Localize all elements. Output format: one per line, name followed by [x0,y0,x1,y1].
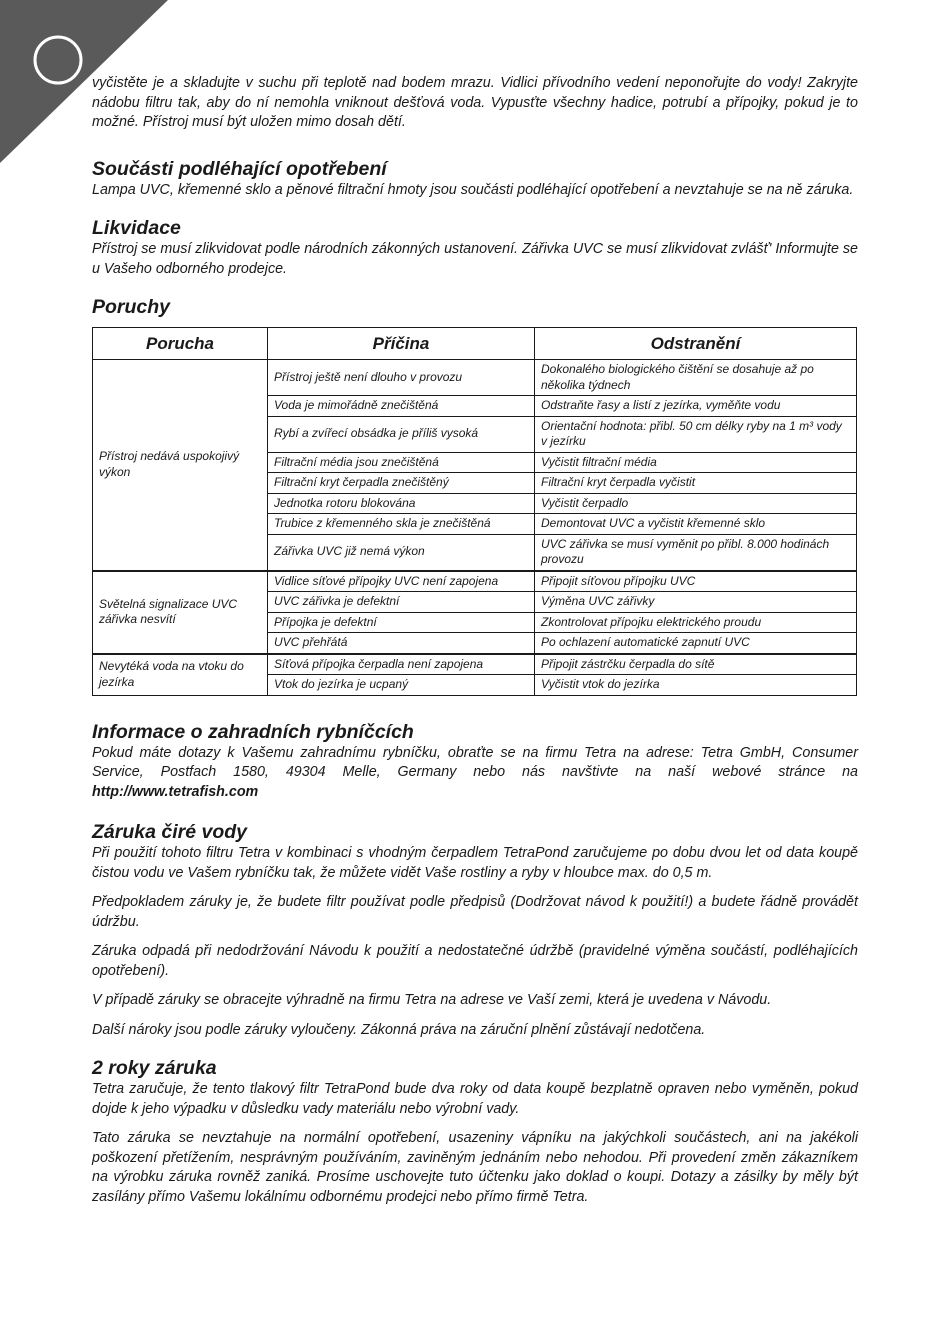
cause-cell: Filtrační kryt čerpadla znečištěný [268,473,535,494]
clear-water-paragraph: V případě záruky se obracejte výhradně na firmu Tetra na adrese ve Vaší zemi, která je uvedena v Návodu. [92,992,772,1008]
faults-table [92,327,857,696]
cause-cell: Síťová přípojka čerpadla není zapojena [268,654,535,675]
remedy-cell: Připojit síťovou přípojku UVC [535,571,857,592]
fault-cell: Světelná signalizace UVC zářivka nesvítí [93,571,268,654]
clear-water-paragraph: Předpokladem záruky je, že budete filtr používat podle předpisů (Dodržovat návod k použití!) a budete řádně provádět údržbu. [92,894,858,930]
fault-cell: Nevytéká voda na vtoku do jezírka [93,654,268,696]
cause-cell: UVC zářivka je defektní [268,592,535,613]
website-link[interactable]: http://www.tetrafish.com [92,783,259,800]
faults-title: Poruchy [92,296,171,318]
remedy-cell: Zkontrolovat přípojku elektrického proudu [535,612,857,633]
wear-parts-section [92,157,858,201]
cause-cell: Trubice z křemenného skla je znečištěná [268,514,535,535]
cause-cell: Filtrační média jsou znečištěná [268,452,535,473]
column-header: Porucha [93,328,268,360]
table-row [93,360,857,396]
remedy-cell: Po ochlazení automatické zapnutí UVC [535,633,857,654]
column-header: Odstranění [535,328,857,360]
remedy-cell: Připojit zástrčku čerpadla do sítě [535,654,857,675]
warranty-section [92,1056,858,1207]
cause-cell: Zářivka UVC již nemá výkon [268,534,535,571]
cause-cell: Přípojka je defektní [268,612,535,633]
cause-cell: Vidlice síťové přípojky UVC není zapojena [268,571,535,592]
remedy-cell: Dokonalého biologického čištění se dosahuje až po několika týdnech [535,360,857,396]
faults-table-body [93,360,857,696]
table-row [93,571,857,592]
cause-cell: Jednotka rotoru blokována [268,493,535,514]
table-header-row [93,328,857,360]
clear-water-paragraph: Další nároky jsou podle záruky vyloučeny. Zákonná práva na záruční plnění zůstávají nedotčena. [92,1021,706,1038]
clear-water-paragraph: Při použití tohoto filtru Tetra v kombinaci s vhodným čerpadlem TetraPond zaručujeme po dobu dvou let od data koupě čistou vodu ve Vašem rybníčku tak, že můžete vidět Vaše rostliny a ryby v hloubce max. do 0,5 m. [92,845,858,881]
wear-parts-title: Součásti podléhající opotřebení [92,157,387,180]
disposal-text: Přístroj se musí zlikvidovat podle národních zákonných ustanovení. Zářivka UVC se musí zlikvidovat zvlášť' Informujte se u Vašeho odborného prodejce. [92,241,858,277]
info-text [92,744,858,803]
remedy-cell: Výměna UVC zářivky [535,592,857,613]
fault-cell: Přístroj nedává uspokojivý výkon [93,360,268,571]
cause-cell: Přístroj ještě není dlouho v provozu [268,360,535,396]
remedy-cell: Vyčistit vtok do jezírka [535,675,857,696]
info-title: Informace o zahradních rybníčcích [92,720,414,743]
clear-water-title: Záruka čiré vody [92,821,247,843]
warranty-title: 2 roky záruka [92,1057,217,1079]
remedy-cell: Demontovat UVC a vyčistit křemenné sklo [535,514,857,535]
page-content [92,74,858,1217]
info-text-body: Pokud máte dotazy k Vašemu zahradnímu rybníčku, obraťte se na firmu Tetra na adrese: Tetra GmbH, Consumer Service, Postfach 1580, 49304 Melle, Germany nebo nás navštivte na naší webové stránce na [92,744,858,780]
remedy-cell: Filtrační kryt čerpadla vyčistit [535,473,857,494]
cause-cell: Voda je mimořádně znečištěná [268,396,535,417]
faults-section [92,295,858,696]
remedy-cell: UVC zářivka se musí vyměnit po přibl. 8.000 hodinách provozu [535,534,857,571]
disposal-section [92,216,858,279]
remedy-cell: Vyčistit filtrační média [535,452,857,473]
warranty-paragraph: Tato záruka se nevztahuje na normální opotřebení, usazeniny vápníku na jakýchkoli součástech, ani na jakékoli poškození přetížením, nesprávným používáním, zaviněným jednáním nebo nehodou. Při provedení změn zákazníkem na výrobku záruka rovněž zaniká. Prosíme uschovejte tuto účtenku jako doklad o koupi. Dotazy a zásilky by měly být zasílány přímo Vašemu lokálnímu odbornému prodejci nebo přímo firmě Tetra. [92,1130,858,1205]
cause-cell: Vtok do jezírka je ucpaný [268,675,535,696]
remedy-cell: Orientační hodnota: přibl. 50 cm délky ryby na 1 m³ vody v jezírku [535,416,857,452]
clear-water-section [92,820,858,1040]
intro-text: vyčistěte je a skladujte v suchu při teplotě nad bodem mrazu. Vidlici přívodního vedení neponořujte do vody! Zakryjte nádobu filtru tak, aby do ní nemohla vniknout dešťová voda. Vypusťte všechny hadice, potrubí a přípojky, pokud je to možné. Přístroj musí být uložen mimo dosah dětí. [92,75,858,130]
remedy-cell: Odstraňte řasy a listí z jezírka, vyměňte vodu [535,396,857,417]
warranty-paragraph: Tetra zaručuje, že tento tlakový filtr TetraPond bude dva roky od data koupě bezplatně opraven nebo vyměněn, pokud dojde k jeho výpadku v důsledku vady materiálu nebo výrobní vady. [92,1081,858,1117]
clear-water-paragraph: Záruka odpadá při nedodržování Návodu k použití a nedostatečné údržbě (pravidelné výměna součástí, podléhajících opotřebení). [92,943,858,979]
info-section [92,720,858,803]
wear-parts-text: Lampa UVC, křemenné sklo a pěnové filtrační hmoty jsou součásti podléhající opotřebení a nevztahuje se na ně záruka. [92,181,854,198]
disposal-title: Likvidace [92,217,181,239]
cause-cell: UVC přehřátá [268,633,535,654]
table-row [93,654,857,675]
column-header: Příčina [268,328,535,360]
remedy-cell: Vyčistit čerpadlo [535,493,857,514]
cause-cell: Rybí a zvířecí obsádka je příliš vysoká [268,416,535,452]
